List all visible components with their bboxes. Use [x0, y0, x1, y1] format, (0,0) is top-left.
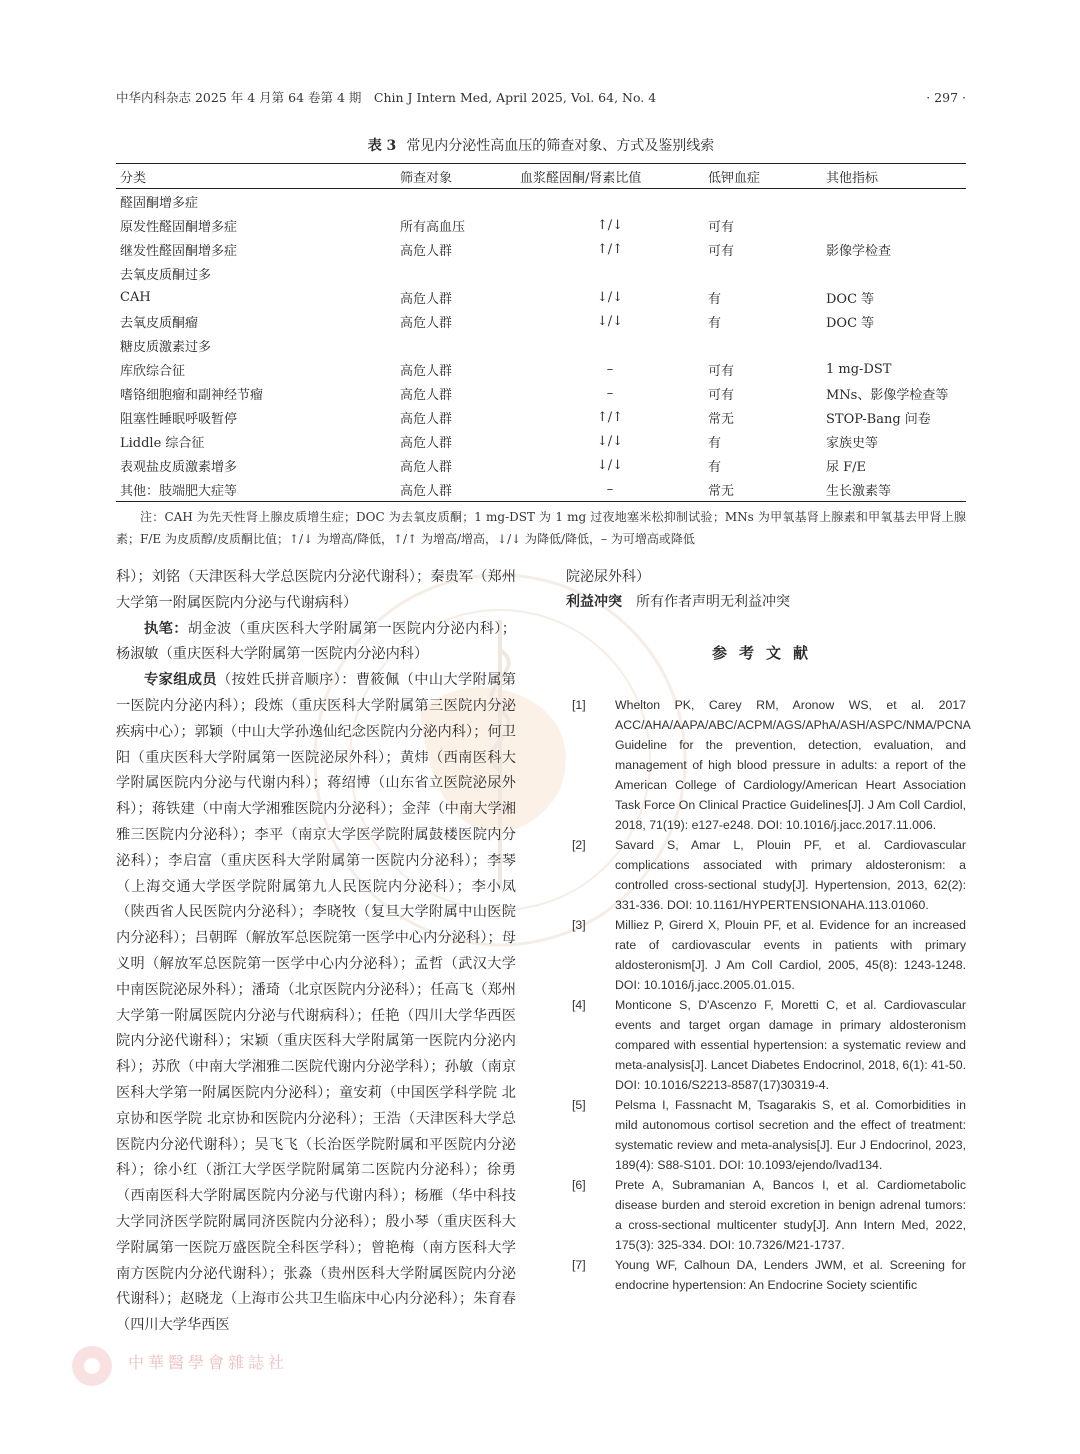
cell-hypokalemia: [704, 189, 822, 214]
reference-number: [5]: [572, 1098, 586, 1112]
table-row: [116, 309, 966, 333]
cell-target: 高危人群: [396, 477, 516, 502]
right-column: [566, 565, 966, 615]
header-other: 其他指标: [822, 164, 966, 189]
cell-hypokalemia: 有: [708, 291, 722, 307]
table-row: [116, 405, 966, 429]
table-row: [116, 477, 966, 502]
cell-category: 表观盐皮质激素增多: [120, 459, 238, 475]
members-paragraph: [116, 668, 516, 1339]
reference-item: [572, 1175, 966, 1255]
cell-hypokalemia: 常无: [708, 411, 735, 427]
reference-text: Whelton PK, Carey RM, Aronow WS, et al. 2017 ACC/AHA/AAPA/ABC/ACPM/AGS/APhA/ASH/ASPC/NMA/PCNA Guideline for the prevention, detection, evaluation, and management of high blood pressure in adults: a report of the American College of Cardiology/American Heart Association Task Force On Clinical Practice Guidelines[J]. J Am Coll Cardiol, 2018, 71(19): e127-e248. DOI: 10.1016/j.jacc.2017.11.006.: [615, 698, 971, 832]
cell-other: 生长激素等: [822, 477, 966, 502]
table-row: [116, 453, 966, 477]
cell-other: 家族史等: [826, 435, 879, 451]
reference-item: [572, 915, 966, 995]
writers-text: 胡金波（重庆医科大学附属第一医院内分泌内科）；杨淑敏（重庆医科大学附属第一医院内分泌内科）: [116, 620, 516, 663]
table-row: [116, 429, 966, 453]
header-target: 筛查对象: [396, 164, 516, 189]
writers-label: 执笔：: [144, 620, 188, 637]
reference-number: [3]: [572, 918, 586, 932]
cell-category: 糖皮质激素过多: [120, 339, 212, 355]
cell-hypokalemia: 有: [708, 315, 722, 331]
cell-arr: ↓/↓: [596, 457, 624, 473]
page-number: · 297 ·: [926, 90, 966, 105]
cell-category: 醛固酮增多症: [120, 195, 199, 211]
cell-hypokalemia: [704, 333, 822, 357]
cell-arr: ↑/↑: [596, 409, 624, 425]
table-row: [116, 357, 966, 381]
cell-hypokalemia: 常无: [704, 477, 822, 502]
running-header: [116, 88, 966, 108]
reference-number: [2]: [572, 838, 586, 852]
cell-target: 所有高血压: [400, 219, 466, 235]
cell-arr: ↑/↓: [596, 217, 624, 233]
cell-category: 其他：肢端肥大症等: [116, 477, 396, 502]
cell-target: 高危人群: [400, 459, 453, 475]
cell-target: 高危人群: [400, 435, 453, 451]
cell-other: DOC 等: [826, 315, 875, 331]
references-heading: 参考文献: [711, 644, 820, 662]
table-row: [116, 189, 966, 214]
cell-hypokalemia: 有: [708, 435, 722, 451]
cell-target: [396, 189, 516, 214]
cell-target: [396, 261, 516, 285]
cell-category: Liddle 综合征: [120, 435, 205, 451]
cell-target: 高危人群: [400, 315, 453, 331]
cell-other: [822, 213, 966, 237]
table-number: 表 3: [367, 138, 397, 154]
table-title: 常见内分泌性高血压的筛查对象、方式及鉴别线索: [406, 138, 715, 154]
table-caption: [116, 136, 966, 156]
cell-arr: ↓/↓: [596, 313, 624, 329]
screening-table: [116, 163, 966, 502]
journal-citation: 中华内科杂志 2025 年 4 月第 64 卷第 4 期 Chin J Intern Med, April 2025, Vol. 64, No. 4: [116, 90, 657, 105]
cell-hypokalemia: 有: [708, 459, 722, 475]
cell-hypokalemia: [704, 261, 822, 285]
writers-paragraph: [116, 617, 516, 669]
cell-arr: ↓/↓: [596, 289, 624, 305]
publisher-name: 中華醫學會雜誌社: [128, 1353, 289, 1372]
reference-text: Pelsma I, Fassnacht M, Tsagarakis S, et al. Comorbidities in mild autonomous cortisol secretion and the effect of treatment: systematic review and meta-analysis[J]. Eur J Endocrinol, 2023, 189(4): S88-S101. DOI: 10.1093/ejendo/lvad134.: [615, 1098, 966, 1172]
publisher-logo: [70, 1344, 490, 1394]
cell-category: 原发性醛固酮增多症: [120, 219, 238, 235]
members-label: 专家组成员: [144, 672, 217, 689]
cell-target: 高危人群: [400, 243, 453, 259]
header-category: 分类: [116, 164, 396, 189]
cell-arr: –: [606, 385, 614, 401]
reference-item: [572, 835, 966, 915]
table-row: [116, 213, 966, 237]
affiliation-continued: 科）；刘铭（天津医科大学总医院内分泌代谢科）；秦贵军（郑州大学第一附属医院内分泌与代谢病科）: [116, 569, 516, 611]
reference-item: [572, 695, 971, 835]
table-row: [116, 285, 966, 309]
reference-text: Young WF, Calhoun DA, Lenders JWM, et al. Screening for endocrine hypertension: An Endocrine Society scientific: [615, 1258, 966, 1292]
coi-text: 所有作者声明无利益冲突: [636, 594, 790, 610]
cell-category: 去氧皮质酮瘤: [120, 315, 199, 331]
table-row: [116, 261, 966, 285]
cell-other: MNs、影像学检查等: [826, 387, 949, 403]
cell-other: DOC 等: [826, 291, 875, 307]
cell-category: 去氧皮质酮过多: [120, 267, 212, 283]
cell-category: CAH: [120, 289, 151, 305]
coi-label: 利益冲突: [566, 594, 622, 610]
cell-arr: ↑/↑: [596, 241, 624, 257]
reference-item: [572, 1095, 966, 1175]
table-row: [116, 333, 966, 357]
header-hypokalemia: 低钾血症: [704, 164, 822, 189]
cell-category: 嗜铬细胞瘤和副神经节瘤: [120, 387, 264, 403]
reference-number: [1]: [572, 698, 586, 712]
cell-arr: –: [516, 477, 704, 502]
table-footnote: 注：CAH 为先天性肾上腺皮质增生症；DOC 为去氧皮质酮；1 mg-DST 为 1 mg 过夜地塞米松抑制试验；MNs 为甲氧基肾上腺素和甲氧基去甲肾上腺素；F/E 为皮质醇/皮质酮比值；↑/↓ 为增高/降低，↑/↑ 为增高/增高，↓/↓ 为降低/降低，– 为可增高或降低: [116, 510, 966, 546]
cell-other: [822, 261, 966, 285]
cell-target: 高危人群: [400, 363, 453, 379]
conflict-of-interest: [566, 590, 966, 615]
reference-text: Milliez P, Girerd X, Plouin PF, et al. Evidence for an increased rate of cardiovascular events in patients with primary aldosteronism[J]. J Am Coll Cardiol, 2005, 45(8): 1243-1248. DOI: 10.1016/j.jacc.2005.01.015.: [615, 918, 966, 992]
cell-other: [822, 189, 966, 214]
cell-arr: ↓/↓: [596, 433, 624, 449]
reference-number: [6]: [572, 1178, 586, 1192]
cell-hypokalemia: 可有: [708, 219, 735, 235]
reference-text: Monticone S, D'Ascenzo F, Moretti C, et al. Cardiovascular events and target organ damage in primary aldosteronism compared with essential hypertension: a systematic review and meta-analysis[J]. Lancet Diabetes Endocrinol, 2018, 6(1): 41-50. DOI: 10.1016/S2213-8587(17)30319-4.: [615, 998, 966, 1092]
cell-arr: [516, 333, 704, 357]
reference-text: Prete A, Subramanian A, Bancos I, et al. Cardiometabolic disease burden and steroid excretion in benign adrenal tumors: a cross-sectional multicenter study[J]. Ann Intern Med, 2022, 175(3): 325-334. DOI: 10.7326/M21-1737.: [615, 1178, 966, 1252]
cell-other: 影像学检查: [826, 243, 892, 259]
cell-category: 继发性醛固酮增多症: [120, 243, 238, 259]
cell-category: 阻塞性睡眠呼吸暂停: [120, 411, 238, 427]
cell-target: 高危人群: [400, 291, 453, 307]
cell-category: 库欣综合征: [120, 363, 186, 379]
cell-other: 尿 F/E: [826, 459, 867, 475]
members-text: （按姓氏拼音顺序）：曹筱佩（中山大学附属第一医院内分泌内科）；段炼（重庆医科大学附属第三医院内分泌疾病中心）；郭颖（中山大学孙逸仙纪念医院内分泌内科）；何卫阳（重庆医科大学附属第一医院泌尿外科）；黄炜（西南医科大学附属医院内分泌与代谢内科）；蒋绍博（山东省立医院泌尿外科）；蒋铁建（中南大学湘雅医院内分泌科）；金萍（中南大学湘雅三医院内分泌科）；李平（南京大学医学院附属鼓楼医院内分泌科）；李启富（重庆医科大学附属第一医院内分泌科）；李琴（上海交通大学医学院附属第九人民医院内分泌科）；李小凤（陕西省人民医院内分泌科）；李晓牧（复旦大学附属中山医院内分泌科）；吕朝晖（解放军总医院第一医学中心内分泌科）；母义明（解放军总医院第一医学中心内分泌科）；孟哲（武汉大学中南医院泌尿外科）；潘琦（北京医院内分泌科）；任高飞（郑州大学第一附属医院内分泌与代谢病科）；任艳（四川大学华西医院内分泌代谢科）；宋颖（重庆医科大学附属第一医院内分泌内科）；苏欣（中南大学湘雅二医院代谢内分泌学科）；孙敏（南京医科大学第一附属医院内分泌科）；童安莉（中国医学科学院 北京协和医学院 北京协和医院内分泌科）；王浩（天津医科大学总医院内分泌代谢科）；吴飞飞（长治医学院附属和平医院内分泌科）；徐小红（浙江大学医学院附属第二医院内分泌科）；徐勇（西南医科大学附属医院内分泌与代谢内科）；杨雁（华中科技大学同济医学院附属同济医院内分泌科）；殷小琴（重庆医科大学附属第一医院万盛医院全科医学科）；曾艳梅（南方医科大学南方医院内分泌代谢科）；张淼（贵州医科大学附属医院内分泌代谢科）；赵晓龙（上海市公共卫生临床中心内分泌科）；朱育春（四川大学华西医: [116, 672, 516, 1334]
cell-arr: –: [606, 361, 614, 377]
reference-number: [7]: [572, 1258, 586, 1272]
reference-item: [572, 1255, 966, 1295]
cell-target: 高危人群: [400, 387, 453, 403]
flower-logo-icon: [70, 1344, 114, 1388]
cell-hypokalemia: 可有: [708, 243, 735, 259]
cell-hypokalemia: 可有: [708, 387, 735, 403]
reference-item: [572, 995, 966, 1095]
cell-other: STOP-Bang 问卷: [826, 411, 931, 427]
cell-arr: [516, 189, 704, 214]
reference-number: [4]: [572, 998, 586, 1012]
cell-target: 高危人群: [400, 411, 453, 427]
table-row: [116, 237, 966, 261]
cell-hypokalemia: 可有: [708, 363, 735, 379]
header-arr: 血浆醛固酮/肾素比值: [516, 164, 704, 189]
affiliation-continued-right: 院泌尿外科）: [566, 569, 650, 585]
table-header-row: [116, 164, 966, 189]
left-column: [116, 565, 516, 1339]
cell-other: [822, 333, 966, 357]
reference-text: Savard S, Amar L, Plouin PF, et al. Cardiovascular complications associated with primary aldosteronism: a controlled cross-sectional study[J]. Hypertension, 2013, 62(2): 331-336. DOI: 10.1161/HYPERTENSIONAHA.113.01060.: [615, 838, 966, 912]
cell-arr: [516, 261, 704, 285]
reference-list: [572, 695, 971, 1295]
cell-other: 1 mg-DST: [826, 361, 892, 377]
cell-target: [396, 333, 516, 357]
table-row: [116, 381, 966, 405]
